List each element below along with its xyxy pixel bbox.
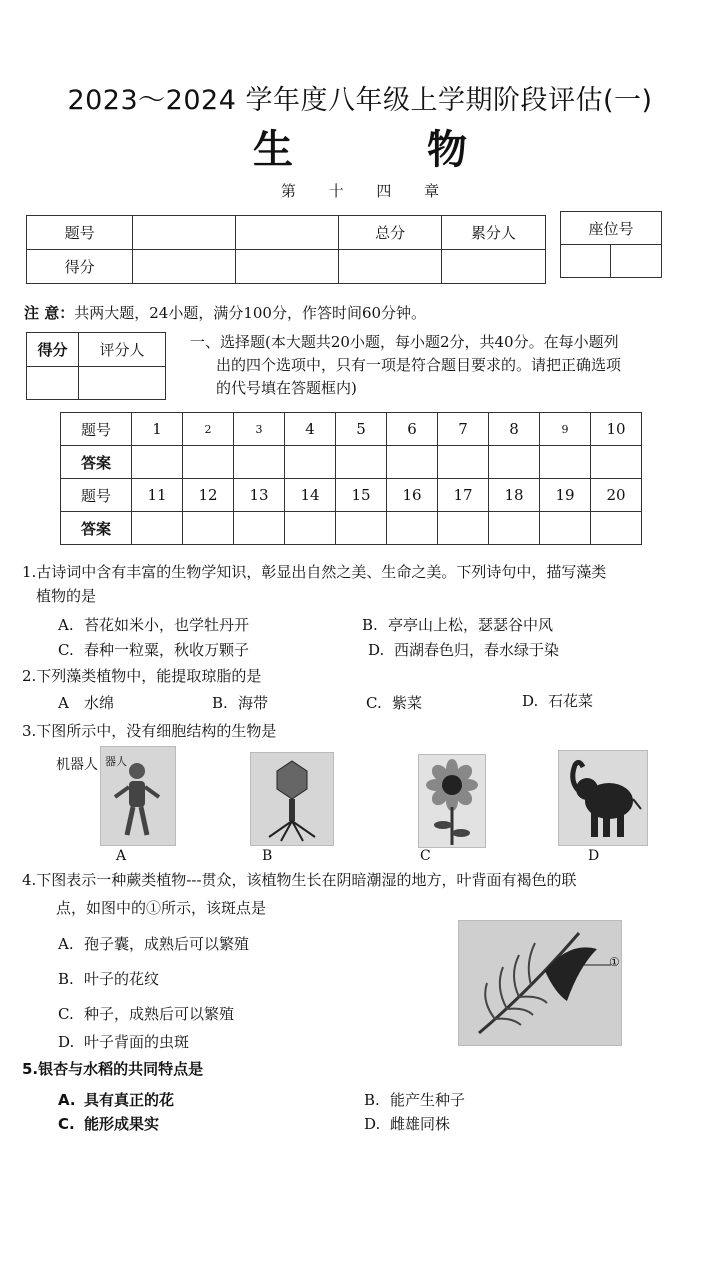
section-instruction — [190, 331, 690, 400]
option-text: 春种一粒粟，秋收万颗子 — [84, 641, 250, 659]
grid-number: 20 — [591, 479, 642, 512]
question-stem: 点，如图中的①所示，该斑点是 — [56, 899, 267, 917]
q4-option-b[interactable] — [58, 968, 159, 989]
option-key: D. — [58, 1033, 75, 1051]
image-caption-b: B — [262, 848, 273, 864]
score-table-cell: 总分 — [339, 216, 441, 250]
seat-table — [560, 211, 662, 278]
option-key: C. — [58, 1005, 74, 1023]
answer-cell[interactable] — [387, 446, 438, 479]
question-stem: 植物的是 — [36, 587, 97, 605]
q2-option-a[interactable] — [58, 692, 114, 713]
option-text: 能产生种子 — [390, 1091, 466, 1109]
answer-cell[interactable] — [183, 512, 234, 545]
q5-option-b[interactable] — [364, 1089, 465, 1110]
grid-number: 19 — [540, 479, 591, 512]
bacteriophage-icon — [251, 753, 333, 845]
option-text: 石花菜 — [548, 692, 594, 710]
option-text: 亭亭山上松，瑟瑟谷中风 — [388, 616, 554, 634]
answer-cell[interactable] — [591, 512, 642, 545]
q1-option-d[interactable] — [368, 639, 559, 660]
notice-label: 注 意： — [24, 304, 75, 322]
question-stem: 4.下图表示一种蕨类植物---贯众，该植物生长在阴暗潮湿的地方，叶背面有褐色的联 — [22, 871, 577, 889]
grid-number: 5 — [336, 413, 387, 446]
virus-image — [250, 752, 334, 846]
option-key: C. — [58, 641, 74, 659]
grid-label: 答案 — [61, 446, 132, 479]
exam-title: 2023～2024 学年度八年级上学期阶段评估(一) — [67, 85, 653, 116]
grader-cell — [27, 367, 79, 400]
option-key: B. — [212, 694, 228, 712]
grid-number: 1 — [132, 413, 183, 446]
question-4 — [22, 868, 702, 920]
q4-option-d[interactable] — [58, 1031, 189, 1052]
question-3: 3.下图所示中，没有细胞结构的生物是 — [22, 722, 277, 740]
fern-leaf-icon — [459, 921, 621, 1045]
chapter-label: 第 十 四 章 — [280, 182, 454, 200]
seat-label: 座位号 — [561, 212, 662, 245]
fern-image — [458, 920, 622, 1046]
instruction-line: 出的四个选项中，只有一项是符合题目要求的。请把正确选项 — [216, 356, 622, 374]
answer-cell[interactable] — [183, 446, 234, 479]
spore-marker: ① — [609, 955, 620, 969]
answer-cell[interactable] — [591, 446, 642, 479]
option-key: A. — [58, 616, 74, 634]
grader-score-label: 得分 — [27, 333, 79, 367]
instruction-line: 一、选择题(本大题共20小题，每小题2分，共40分。在每小题列 — [190, 333, 619, 351]
grid-number: 17 — [438, 479, 489, 512]
robot-image-label: 器人 — [105, 755, 127, 768]
q1-option-c[interactable] — [58, 639, 249, 660]
answer-cell[interactable] — [234, 512, 285, 545]
answer-cell[interactable] — [438, 512, 489, 545]
score-table — [26, 215, 546, 284]
option-text: 孢子囊，成熟后可以繁殖 — [84, 935, 250, 953]
q2-option-c[interactable] — [366, 692, 422, 713]
answer-cell[interactable] — [234, 446, 285, 479]
answer-cell[interactable] — [540, 512, 591, 545]
question-1 — [22, 560, 702, 608]
option-key: A — [58, 694, 69, 712]
score-table-cell — [236, 250, 339, 284]
q4-option-c[interactable] — [58, 1003, 234, 1024]
answer-cell[interactable] — [489, 512, 540, 545]
option-key: C. — [58, 1115, 75, 1133]
option-key: B. — [58, 970, 74, 988]
grid-number: 16 — [387, 479, 438, 512]
option-key: A. — [58, 1091, 76, 1109]
option-key: B. — [364, 1091, 380, 1109]
grid-number: 14 — [285, 479, 336, 512]
grid-number: 18 — [489, 479, 540, 512]
image-caption-d: D — [588, 848, 600, 864]
seat-cell — [561, 245, 611, 278]
elephant-image — [558, 750, 648, 846]
grid-number: 15 — [336, 479, 387, 512]
option-key: D. — [522, 692, 539, 710]
answer-cell[interactable] — [438, 446, 489, 479]
robot-label: 机器人 — [56, 757, 98, 773]
answer-cell[interactable] — [540, 446, 591, 479]
answer-grid — [60, 412, 642, 545]
option-text: 雌雄同株 — [390, 1115, 451, 1133]
answer-cell[interactable] — [132, 446, 183, 479]
answer-cell[interactable] — [336, 446, 387, 479]
q1-option-a[interactable] — [58, 614, 249, 635]
option-text: 种子，成熟后可以繁殖 — [84, 1005, 235, 1023]
grid-label: 题号 — [61, 413, 132, 446]
score-table-cell — [441, 250, 545, 284]
q1-option-b[interactable] — [362, 614, 553, 635]
grid-label: 题号 — [61, 479, 132, 512]
seat-cell — [611, 245, 662, 278]
robot-image — [100, 746, 176, 846]
q4-option-a[interactable] — [58, 933, 249, 954]
section-grader-table — [26, 332, 166, 400]
grid-number: 11 — [132, 479, 183, 512]
option-key: C. — [366, 694, 382, 712]
q5-option-d[interactable] — [364, 1113, 450, 1134]
grid-number: 3 — [234, 413, 285, 446]
answer-cell[interactable] — [285, 446, 336, 479]
answer-cell[interactable] — [132, 512, 183, 545]
score-table-cell — [236, 216, 339, 250]
option-text: 海带 — [238, 694, 269, 712]
grid-number: 9 — [540, 413, 591, 446]
answer-cell[interactable] — [387, 512, 438, 545]
answer-cell[interactable] — [285, 512, 336, 545]
answer-cell[interactable] — [336, 512, 387, 545]
grid-label: 答案 — [61, 512, 132, 545]
image-caption-a: A — [116, 848, 127, 864]
option-key: D. — [368, 641, 385, 659]
sunflower-icon — [419, 755, 485, 847]
grid-number: 6 — [387, 413, 438, 446]
grid-number: 7 — [438, 413, 489, 446]
option-text: 叶子背面的虫斑 — [84, 1033, 190, 1051]
option-text: 紫菜 — [392, 694, 423, 712]
option-text: 水绵 — [84, 694, 115, 712]
notice-text: 共两大题，24小题，满分100分，作答时间60分钟。 — [74, 304, 427, 322]
q2-option-d[interactable] — [522, 690, 593, 711]
score-table-cell — [339, 250, 441, 284]
option-text: 叶子的花纹 — [84, 970, 160, 988]
option-text: 苔花如米小，也学牡丹开 — [84, 616, 250, 634]
instruction-line: 的代号填在答题框内) — [216, 379, 357, 397]
score-table-cell: 题号 — [27, 216, 133, 250]
image-caption-c: C — [420, 848, 431, 864]
grid-number: 2 — [183, 413, 234, 446]
option-key: A. — [58, 935, 74, 953]
q5-option-c[interactable] — [58, 1113, 159, 1134]
notice — [24, 302, 426, 323]
grader-cell — [78, 367, 165, 400]
elephant-icon — [559, 751, 647, 845]
sunflower-image — [418, 754, 486, 848]
option-key: D. — [364, 1115, 381, 1133]
question-5: 5.银杏与水稻的共同特点是 — [22, 1060, 204, 1078]
option-text: 能形成果实 — [84, 1115, 160, 1133]
question-2: 2.下列藻类植物中，能提取琼脂的是 — [22, 667, 262, 685]
grid-number: 8 — [489, 413, 540, 446]
score-table-cell: 累分人 — [441, 216, 545, 250]
answer-cell[interactable] — [489, 446, 540, 479]
q5-option-a[interactable] — [58, 1089, 174, 1110]
option-key: B. — [362, 616, 378, 634]
grader-name-label: 评分人 — [78, 333, 165, 367]
grid-number: 4 — [285, 413, 336, 446]
option-text: 具有真正的花 — [84, 1091, 175, 1109]
grid-number: 12 — [183, 479, 234, 512]
subject-title: 生 物 — [253, 127, 527, 173]
grid-number: 13 — [234, 479, 285, 512]
score-table-cell — [133, 216, 236, 250]
grid-number: 10 — [591, 413, 642, 446]
option-text: 西湖春色归，春水绿于染 — [394, 641, 560, 659]
question-stem: 1.古诗词中含有丰富的生物学知识，彰显出自然之美、生命之美。下列诗句中，描写藻类 — [22, 563, 607, 581]
q2-option-b[interactable] — [212, 692, 268, 713]
score-table-cell — [133, 250, 236, 284]
score-table-cell: 得分 — [27, 250, 133, 284]
